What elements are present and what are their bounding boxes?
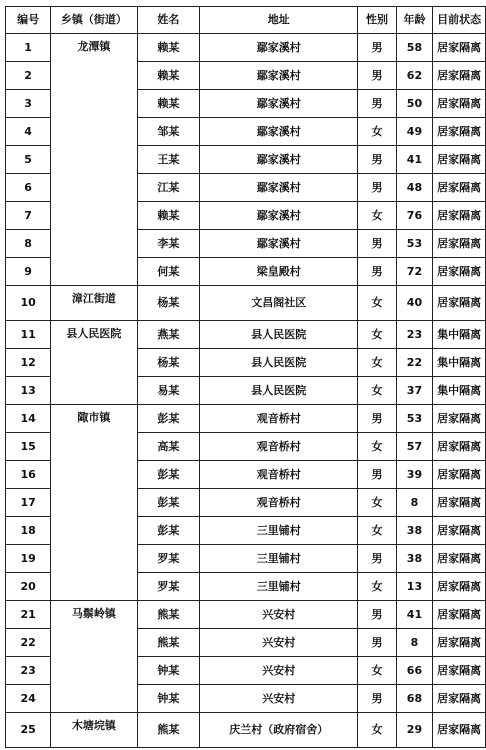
cell-age: 40 xyxy=(396,286,433,321)
cell-address: 观音桥村 xyxy=(200,461,358,489)
cell-name: 钟某 xyxy=(137,685,200,713)
table-row xyxy=(6,321,486,349)
cell-status: 居家隔离 xyxy=(433,685,486,713)
cell-sex: 男 xyxy=(358,545,396,573)
cell-address: 兴安村 xyxy=(200,685,358,713)
cell-age: 22 xyxy=(396,349,433,377)
cell-status: 居家隔离 xyxy=(433,174,486,202)
cell-name: 李某 xyxy=(137,230,200,258)
cell-sex: 女 xyxy=(358,321,396,349)
cell-name: 熊某 xyxy=(137,601,200,629)
cell-address: 三里铺村 xyxy=(200,573,358,601)
cell-age: 39 xyxy=(396,461,433,489)
cell-number: 12 xyxy=(6,349,51,377)
cell-sex: 男 xyxy=(358,461,396,489)
cell-address: 观音桥村 xyxy=(200,433,358,461)
cell-address: 观音桥村 xyxy=(200,405,358,433)
cell-name: 易某 xyxy=(137,377,200,405)
cell-sex: 男 xyxy=(358,34,396,62)
cell-number: 11 xyxy=(6,321,51,349)
cell-age: 37 xyxy=(396,377,433,405)
table-row xyxy=(6,601,486,629)
cell-status: 居家隔离 xyxy=(433,629,486,657)
cell-address: 梁皇殿村 xyxy=(200,258,358,286)
cell-status: 居家隔离 xyxy=(433,230,486,258)
cell-number: 18 xyxy=(6,517,51,545)
cell-number: 17 xyxy=(6,489,51,517)
cell-address: 县人民医院 xyxy=(200,349,358,377)
cell-age: 53 xyxy=(396,230,433,258)
cell-address: 鄢家溪村 xyxy=(200,146,358,174)
header-number: 编号 xyxy=(6,7,51,34)
cell-age: 8 xyxy=(396,489,433,517)
cell-status: 居家隔离 xyxy=(433,34,486,62)
cell-address: 兴安村 xyxy=(200,601,358,629)
cell-address: 三里铺村 xyxy=(200,545,358,573)
cell-age: 68 xyxy=(396,685,433,713)
cell-address: 鄢家溪村 xyxy=(200,174,358,202)
cell-name: 江某 xyxy=(137,174,200,202)
header-age: 年龄 xyxy=(396,7,433,34)
cell-sex: 女 xyxy=(358,433,396,461)
cell-name: 彭某 xyxy=(137,461,200,489)
cell-sex: 女 xyxy=(358,573,396,601)
cell-name: 赖某 xyxy=(137,202,200,230)
cell-number: 3 xyxy=(6,90,51,118)
cell-age: 76 xyxy=(396,202,433,230)
cell-age: 23 xyxy=(396,321,433,349)
cell-number: 16 xyxy=(6,461,51,489)
cell-number: 15 xyxy=(6,433,51,461)
cell-number: 21 xyxy=(6,601,51,629)
cell-sex: 女 xyxy=(358,349,396,377)
cell-status: 居家隔离 xyxy=(433,461,486,489)
cell-name: 熊某 xyxy=(137,629,200,657)
cell-address: 兴安村 xyxy=(200,629,358,657)
cell-name: 钟某 xyxy=(137,657,200,685)
header-sex: 性别 xyxy=(358,7,396,34)
cell-address: 庆兰村（政府宿舍） xyxy=(200,713,358,748)
cell-address: 观音桥村 xyxy=(200,489,358,517)
cell-number: 19 xyxy=(6,545,51,573)
cell-age: 13 xyxy=(396,573,433,601)
cell-name: 王某 xyxy=(137,146,200,174)
cell-number: 4 xyxy=(6,118,51,146)
cell-sex: 女 xyxy=(358,489,396,517)
cell-address: 鄢家溪村 xyxy=(200,118,358,146)
cell-number: 22 xyxy=(6,629,51,657)
cell-town: 陬市镇 xyxy=(51,405,137,601)
cell-status: 居家隔离 xyxy=(433,202,486,230)
cell-sex: 女 xyxy=(358,202,396,230)
cell-sex: 女 xyxy=(358,118,396,146)
cell-address: 三里铺村 xyxy=(200,517,358,545)
cell-name: 杨某 xyxy=(137,349,200,377)
cell-name: 彭某 xyxy=(137,405,200,433)
cell-status: 居家隔离 xyxy=(433,118,486,146)
cell-town: 木塘垸镇 xyxy=(51,713,137,748)
cell-number: 23 xyxy=(6,657,51,685)
header-town: 乡镇（街道） xyxy=(51,7,137,34)
cell-status: 居家隔离 xyxy=(433,146,486,174)
cell-status: 居家隔离 xyxy=(433,657,486,685)
cell-sex: 男 xyxy=(358,685,396,713)
cell-address: 鄢家溪村 xyxy=(200,230,358,258)
cell-number: 5 xyxy=(6,146,51,174)
cell-status: 居家隔离 xyxy=(433,573,486,601)
cell-status: 居家隔离 xyxy=(433,545,486,573)
cell-town: 龙潭镇 xyxy=(51,34,137,286)
cell-address: 鄢家溪村 xyxy=(200,34,358,62)
cell-town: 马鬃岭镇 xyxy=(51,601,137,713)
table-row xyxy=(6,286,486,321)
cell-name: 赖某 xyxy=(137,90,200,118)
cell-status: 居家隔离 xyxy=(433,601,486,629)
cell-age: 53 xyxy=(396,405,433,433)
cell-name: 彭某 xyxy=(137,489,200,517)
cell-name: 罗某 xyxy=(137,573,200,601)
table-row xyxy=(6,34,486,62)
cell-name: 熊某 xyxy=(137,713,200,748)
cell-age: 49 xyxy=(396,118,433,146)
cell-sex: 男 xyxy=(358,230,396,258)
cell-age: 41 xyxy=(396,146,433,174)
cell-sex: 男 xyxy=(358,629,396,657)
table-row xyxy=(6,713,486,748)
cell-number: 2 xyxy=(6,62,51,90)
cell-name: 赖某 xyxy=(137,34,200,62)
header-row xyxy=(6,7,486,34)
cell-address: 县人民医院 xyxy=(200,321,358,349)
table-row xyxy=(6,405,486,433)
cell-status: 居家隔离 xyxy=(433,713,486,748)
cell-status: 居家隔离 xyxy=(433,489,486,517)
cell-address: 鄢家溪村 xyxy=(200,90,358,118)
cell-name: 何某 xyxy=(137,258,200,286)
cell-age: 58 xyxy=(396,34,433,62)
cell-age: 38 xyxy=(396,545,433,573)
cell-name: 邹某 xyxy=(137,118,200,146)
cell-name: 燕某 xyxy=(137,321,200,349)
header-address: 地址 xyxy=(200,7,358,34)
cell-sex: 女 xyxy=(358,286,396,321)
cell-status: 居家隔离 xyxy=(433,517,486,545)
cell-number: 24 xyxy=(6,685,51,713)
cell-name: 高某 xyxy=(137,433,200,461)
cell-sex: 男 xyxy=(358,146,396,174)
table-body xyxy=(6,34,486,748)
cell-sex: 男 xyxy=(358,258,396,286)
cell-name: 杨某 xyxy=(137,286,200,321)
cell-age: 48 xyxy=(396,174,433,202)
cell-address: 兴安村 xyxy=(200,657,358,685)
cell-address: 鄢家溪村 xyxy=(200,62,358,90)
cell-sex: 男 xyxy=(358,174,396,202)
cell-sex: 女 xyxy=(358,377,396,405)
cell-number: 6 xyxy=(6,174,51,202)
cell-name: 赖某 xyxy=(137,62,200,90)
case-table xyxy=(5,6,486,748)
cell-number: 8 xyxy=(6,230,51,258)
cell-age: 8 xyxy=(396,629,433,657)
cell-sex: 女 xyxy=(358,657,396,685)
cell-status: 居家隔离 xyxy=(433,405,486,433)
header-status: 目前状态 xyxy=(433,7,486,34)
header-name: 姓名 xyxy=(137,7,200,34)
cell-town: 漳江街道 xyxy=(51,286,137,321)
cell-status: 居家隔离 xyxy=(433,62,486,90)
cell-status: 居家隔离 xyxy=(433,433,486,461)
cell-number: 1 xyxy=(6,34,51,62)
cell-address: 鄢家溪村 xyxy=(200,202,358,230)
cell-town: 县人民医院 xyxy=(51,321,137,405)
cell-status: 居家隔离 xyxy=(433,90,486,118)
cell-status: 集中隔离 xyxy=(433,349,486,377)
cell-number: 14 xyxy=(6,405,51,433)
cell-address: 县人民医院 xyxy=(200,377,358,405)
cell-sex: 男 xyxy=(358,90,396,118)
cell-age: 29 xyxy=(396,713,433,748)
cell-age: 62 xyxy=(396,62,433,90)
cell-status: 集中隔离 xyxy=(433,321,486,349)
cell-sex: 男 xyxy=(358,405,396,433)
cell-age: 66 xyxy=(396,657,433,685)
cell-status: 集中隔离 xyxy=(433,377,486,405)
cell-age: 41 xyxy=(396,601,433,629)
cell-address: 文昌阁社区 xyxy=(200,286,358,321)
cell-number: 20 xyxy=(6,573,51,601)
cell-age: 38 xyxy=(396,517,433,545)
cell-number: 13 xyxy=(6,377,51,405)
cell-age: 50 xyxy=(396,90,433,118)
cell-number: 25 xyxy=(6,713,51,748)
cell-age: 72 xyxy=(396,258,433,286)
cell-age: 57 xyxy=(396,433,433,461)
cell-sex: 男 xyxy=(358,601,396,629)
cell-sex: 女 xyxy=(358,517,396,545)
cell-number: 10 xyxy=(6,286,51,321)
cell-name: 彭某 xyxy=(137,517,200,545)
cell-sex: 女 xyxy=(358,713,396,748)
cell-name: 罗某 xyxy=(137,545,200,573)
cell-number: 9 xyxy=(6,258,51,286)
cell-sex: 男 xyxy=(358,62,396,90)
cell-status: 居家隔离 xyxy=(433,258,486,286)
cell-number: 7 xyxy=(6,202,51,230)
cell-status: 居家隔离 xyxy=(433,286,486,321)
